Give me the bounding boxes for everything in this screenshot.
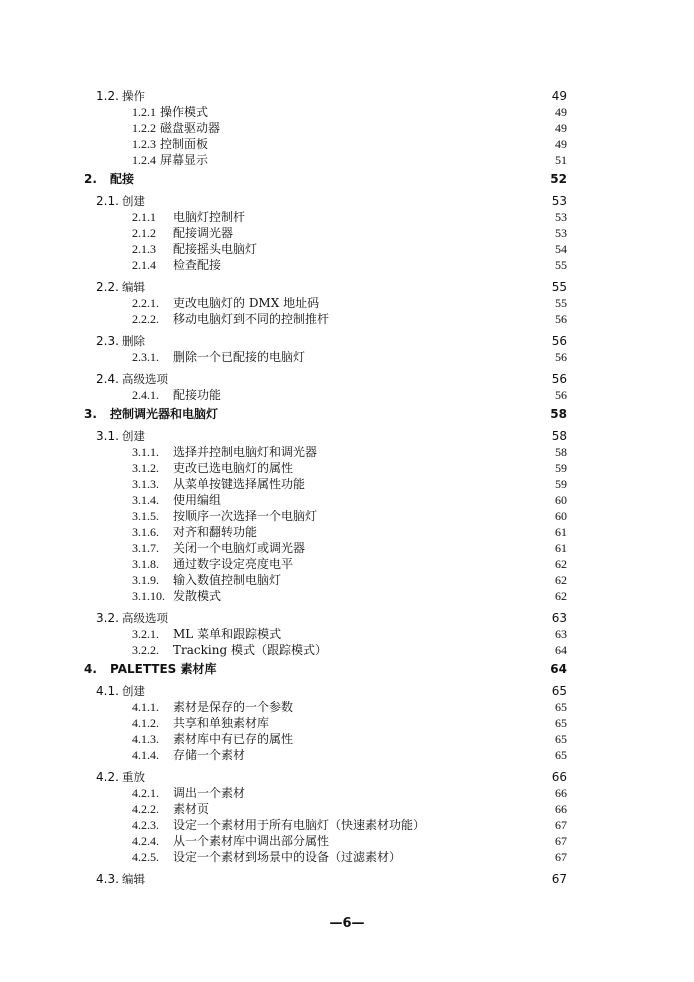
- toc-page-number: 52: [550, 172, 567, 186]
- toc-page-number: 65: [551, 684, 567, 698]
- toc-entry-level-3[interactable]: [0, 508, 694, 524]
- toc-section-title: Tracking 模式（跟踪模式）: [173, 643, 327, 657]
- toc-entry-level-2[interactable]: [0, 610, 694, 626]
- toc-section-number: 4.2.4.: [132, 834, 159, 848]
- toc-section-title: 创建: [122, 194, 145, 208]
- toc-entry-level-3[interactable]: [0, 572, 694, 588]
- toc-page-number: 53: [555, 226, 567, 240]
- toc-section-title: 调出一个素材: [173, 786, 246, 800]
- toc-section-title: 删除一个已配接的电脑灯: [173, 350, 306, 364]
- toc-section-title: 对齐和翻转功能: [173, 525, 258, 539]
- toc-page-number: 49: [555, 121, 567, 135]
- toc-page-number: 59: [555, 461, 567, 475]
- toc-section-number: 3.1.5.: [132, 509, 159, 523]
- toc-page-number: 65: [555, 748, 567, 762]
- toc-entry-level-3[interactable]: [0, 444, 694, 460]
- toc-section-title: 设定一个素材到场景中的设备（过滤素材）: [173, 850, 402, 864]
- toc-page-number: 58: [550, 407, 567, 421]
- toc-entry-level-2[interactable]: [0, 428, 694, 444]
- toc-entry-level-2[interactable]: [0, 279, 694, 295]
- toc-section-number: 2.1.2: [132, 226, 156, 240]
- toc-page-number: 55: [555, 258, 567, 272]
- toc-entry-level-3[interactable]: [0, 833, 694, 849]
- toc-section-number: 3.1.7.: [132, 541, 159, 555]
- toc-page-number: 60: [555, 493, 567, 507]
- toc-section-number: 2.3.1.: [132, 350, 159, 364]
- toc-section-number: 1.2.2: [132, 121, 156, 135]
- toc-section-title: 吏改已选电脑灯的属性: [173, 461, 294, 475]
- toc-section-number: 3.1.4.: [132, 493, 159, 507]
- toc-section-number: 2.2.2.: [132, 312, 159, 326]
- toc-section-title: 移动电脑灯到不同的控制推杆: [173, 312, 330, 326]
- toc-page-number: 59: [555, 477, 567, 491]
- toc-page-number: 58: [551, 429, 567, 443]
- toc-section-number: 4.2.: [96, 770, 119, 784]
- toc-section-number: 2.4.: [96, 372, 119, 386]
- toc-section-title: 素材页: [173, 802, 210, 816]
- toc-entry-level-1[interactable]: [0, 661, 694, 677]
- toc-section-number: 3.: [84, 407, 97, 421]
- toc-section-title: 素材是保存的一个参数: [173, 700, 294, 714]
- table-of-contents: [0, 88, 694, 887]
- toc-section-title: 选择并控制电脑灯和调光器: [173, 445, 318, 459]
- toc-entry-level-3[interactable]: [0, 747, 694, 763]
- page-number: —6—: [329, 916, 365, 931]
- toc-section-title: 重放: [122, 770, 145, 784]
- toc-page-number: 64: [555, 643, 567, 657]
- toc-page-number: 67: [555, 818, 567, 832]
- toc-entry-level-1[interactable]: [0, 171, 694, 187]
- toc-section-number: 1.2.3: [132, 137, 156, 151]
- toc-section-number: 4.2.3.: [132, 818, 159, 832]
- toc-section-title: 编辑: [122, 280, 145, 294]
- toc-page-number: 65: [555, 716, 567, 730]
- toc-page-number: 62: [555, 557, 567, 571]
- toc-page-number: 62: [555, 573, 567, 587]
- toc-section-title: 控制面板: [160, 137, 209, 151]
- toc-page-number: 63: [555, 627, 567, 641]
- toc-section-title: 创建: [122, 684, 145, 698]
- toc-page-number: 49: [555, 105, 567, 119]
- toc-page-number: 49: [555, 137, 567, 151]
- toc-section-number: 4.2.2.: [132, 802, 159, 816]
- toc-section-number: 3.2.2.: [132, 643, 159, 657]
- toc-section-title: 操作模式: [160, 105, 209, 119]
- toc-section-number: 3.1.10.: [132, 589, 165, 603]
- toc-entry-level-3[interactable]: [0, 295, 694, 311]
- toc-page-number: 55: [555, 296, 567, 310]
- toc-section-number: 4.2.5.: [132, 850, 159, 864]
- toc-section-title: ML 菜单和跟踪模式: [173, 627, 282, 641]
- toc-section-title: 磁盘驱动器: [160, 121, 221, 135]
- toc-page-number: 53: [555, 210, 567, 224]
- toc-page-number: 67: [555, 850, 567, 864]
- toc-section-title: 操作: [122, 89, 145, 103]
- toc-section-title: 高级选项: [122, 611, 168, 625]
- toc-section-title: 编辑: [122, 872, 145, 886]
- toc-page-number: 60: [555, 509, 567, 523]
- toc-entry-level-3[interactable]: [0, 257, 694, 273]
- toc-section-number: 2.1.3: [132, 242, 156, 256]
- toc-section-title: 发散模式: [173, 589, 222, 603]
- toc-entry-level-3[interactable]: [0, 524, 694, 540]
- toc-entry-level-3[interactable]: [0, 556, 694, 572]
- toc-entry-level-2[interactable]: [0, 769, 694, 785]
- toc-page-number: 55: [551, 280, 567, 294]
- toc-entry-level-3[interactable]: [0, 699, 694, 715]
- toc-entry-level-2[interactable]: [0, 88, 694, 104]
- toc-page-number: 62: [555, 589, 567, 603]
- toc-entry-level-3[interactable]: [0, 642, 694, 658]
- toc-entry-level-1[interactable]: [0, 406, 694, 422]
- toc-section-number: 2.2.: [96, 280, 119, 294]
- toc-section-number: 4.1.3.: [132, 732, 159, 746]
- toc-page-number: 58: [555, 445, 567, 459]
- toc-entry-level-3[interactable]: [0, 387, 694, 403]
- toc-entry-level-3[interactable]: [0, 492, 694, 508]
- toc-page-number: 61: [555, 525, 567, 539]
- toc-entry-level-3[interactable]: [0, 626, 694, 642]
- toc-section-title: 吏改电脑灯的 DMX 地址码: [173, 296, 320, 310]
- toc-section-title: PALETTES 素材库: [110, 662, 217, 676]
- toc-entry-level-3[interactable]: [0, 849, 694, 865]
- toc-entry-level-2[interactable]: [0, 871, 694, 887]
- toc-section-number: 3.1.3.: [132, 477, 159, 491]
- toc-section-number: 4.2.1.: [132, 786, 159, 800]
- toc-section-number: 4.1.2.: [132, 716, 159, 730]
- toc-entry-level-3[interactable]: [0, 349, 694, 365]
- toc-page-number: 65: [555, 700, 567, 714]
- toc-page-number: 49: [551, 89, 567, 103]
- toc-entry-level-3[interactable]: [0, 152, 694, 168]
- toc-page-number: 63: [551, 611, 567, 625]
- toc-section-number: 2.1.1: [132, 210, 156, 224]
- toc-section-title: 使用编组: [173, 493, 222, 507]
- toc-section-title: 配接摇头电脑灯: [173, 242, 258, 256]
- toc-section-number: 4.1.4.: [132, 748, 159, 762]
- toc-page-number: 67: [555, 834, 567, 848]
- toc-page-number: 67: [551, 872, 567, 886]
- toc-section-number: 2.1.: [96, 194, 119, 208]
- toc-entry-level-3[interactable]: [0, 801, 694, 817]
- toc-section-number: 3.1.1.: [132, 445, 159, 459]
- toc-section-title: 创建: [122, 429, 145, 443]
- toc-section-number: 2.3.: [96, 334, 119, 348]
- toc-section-number: 2.1.4: [132, 258, 156, 272]
- toc-section-number: 3.2.: [96, 611, 119, 625]
- toc-entry-level-3[interactable]: [0, 588, 694, 604]
- toc-section-title: 高级选项: [122, 372, 168, 386]
- toc-entry-level-2[interactable]: [0, 683, 694, 699]
- toc-entry-level-3[interactable]: [0, 785, 694, 801]
- toc-page-number: 56: [555, 388, 567, 402]
- toc-section-number: 1.2.4: [132, 153, 156, 167]
- toc-entry-level-3[interactable]: [0, 120, 694, 136]
- toc-page-number: 53: [551, 194, 567, 208]
- toc-section-title: 检查配接: [173, 258, 222, 272]
- toc-entry-level-2[interactable]: [0, 333, 694, 349]
- toc-page-number: 54: [555, 242, 567, 256]
- toc-page-number: 61: [555, 541, 567, 555]
- toc-section-title: 按顺序一次选择一个电脑灯: [173, 509, 318, 523]
- toc-entry-level-3[interactable]: [0, 715, 694, 731]
- toc-section-number: 3.1.9.: [132, 573, 159, 587]
- toc-page-number: 66: [551, 770, 567, 784]
- toc-entry-level-3[interactable]: [0, 311, 694, 327]
- toc-section-title: 素材库中有已存的属性: [173, 732, 294, 746]
- toc-section-number: 2.: [84, 172, 97, 186]
- toc-section-number: 2.4.1.: [132, 388, 159, 402]
- toc-section-title: 配接: [110, 172, 135, 186]
- toc-page-number: 56: [555, 350, 567, 364]
- toc-entry-level-3[interactable]: [0, 460, 694, 476]
- toc-section-number: 3.2.1.: [132, 627, 159, 641]
- toc-section-number: 1.2.: [96, 89, 119, 103]
- toc-section-title: 配接调光器: [173, 226, 234, 240]
- toc-entry-level-3[interactable]: [0, 731, 694, 747]
- toc-page-number: 51: [555, 153, 567, 167]
- toc-page-number: 64: [550, 662, 567, 676]
- toc-section-number: 3.1.8.: [132, 557, 159, 571]
- toc-section-title: 屏幕显示: [160, 153, 209, 167]
- toc-section-number: 2.2.1.: [132, 296, 159, 310]
- toc-entry-level-3[interactable]: [0, 540, 694, 556]
- toc-entry-level-2[interactable]: [0, 371, 694, 387]
- toc-entry-level-3[interactable]: [0, 104, 694, 120]
- toc-section-title: 关闭一个电脑灯或调光器: [173, 541, 306, 555]
- toc-entry-level-3[interactable]: [0, 817, 694, 833]
- toc-section-number: 3.1.6.: [132, 525, 159, 539]
- toc-section-title: 电脑灯控制杆: [173, 210, 246, 224]
- toc-entry-level-3[interactable]: [0, 225, 694, 241]
- toc-section-title: 从一个素材库中调出部分属性: [173, 834, 330, 848]
- toc-page-number: 56: [551, 372, 567, 386]
- toc-section-title: 控制调光器和电脑灯: [110, 407, 219, 421]
- toc-entry-level-2[interactable]: [0, 193, 694, 209]
- toc-section-number: 4.: [84, 662, 97, 676]
- toc-page-number: 56: [555, 312, 567, 326]
- toc-entry-level-3[interactable]: [0, 209, 694, 225]
- toc-page-number: 56: [551, 334, 567, 348]
- toc-section-title: 输入数值控制电脑灯: [173, 573, 282, 587]
- toc-entry-level-3[interactable]: [0, 241, 694, 257]
- toc-section-number: 4.3.: [96, 872, 119, 886]
- toc-section-title: 设定一个素材用于所有电脑灯（快速素材功能）: [173, 818, 426, 832]
- toc-section-title: 共享和单独素材库: [173, 716, 270, 730]
- toc-page-number: 66: [555, 802, 567, 816]
- toc-section-number: 1.2.1: [132, 105, 156, 119]
- toc-page-number: 65: [555, 732, 567, 746]
- toc-entry-level-3[interactable]: [0, 136, 694, 152]
- toc-section-title: 删除: [122, 334, 145, 348]
- toc-section-number: 3.1.: [96, 429, 119, 443]
- toc-section-title: 配接功能: [173, 388, 222, 402]
- toc-section-title: 从菜单按键选择属性功能: [173, 477, 306, 491]
- toc-section-number: 4.1.1.: [132, 700, 159, 714]
- toc-section-title: 存储一个素材: [173, 748, 246, 762]
- toc-section-number: 3.1.2.: [132, 461, 159, 475]
- toc-section-title: 通过数字设定亮度电平: [173, 557, 294, 571]
- toc-page-number: 66: [555, 786, 567, 800]
- toc-section-number: 4.1.: [96, 684, 119, 698]
- toc-entry-level-3[interactable]: [0, 476, 694, 492]
